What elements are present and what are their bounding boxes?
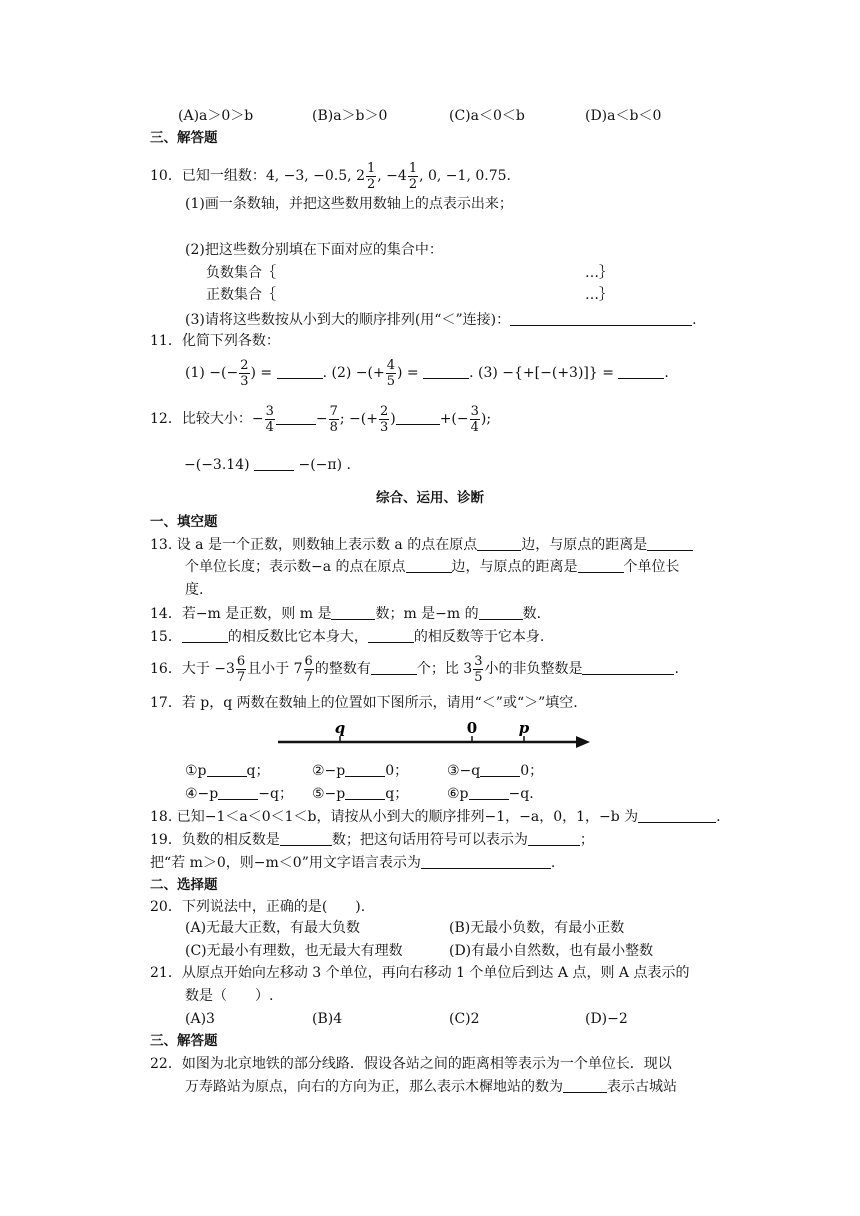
- q19-line1: 19．负数的相反数是 数；把这句话用符号可以表示为 ；: [150, 832, 594, 848]
- answer-blank[interactable]: [277, 364, 323, 379]
- answer-blank[interactable]: [479, 605, 523, 620]
- negative-set-label: 负数集合｛: [206, 265, 276, 281]
- q18: 18. 已知−1＜a＜0＜1＜b，请按从小到大的顺序排列−1，−a，0，1，−b 为 .: [150, 809, 721, 825]
- answer-blank[interactable]: [280, 831, 332, 846]
- fraction: $\frac{7}{8}$: [329, 403, 338, 435]
- negative-set-end: …｝: [585, 265, 613, 281]
- answer-blank[interactable]: [406, 558, 452, 573]
- q20-option-b: (B)无最小负数，有最小正数: [449, 920, 625, 936]
- answer-blank[interactable]: [563, 1078, 607, 1093]
- answer-blank[interactable]: [510, 311, 692, 326]
- q10-text: 已知一组数：4, −3, −0.5, 2: [181, 168, 365, 184]
- answer-blank[interactable]: [423, 364, 469, 379]
- q16: 16．大于 −3 $\frac{6}{7}$ 且小于 7 $\frac{6}{7}$ 的整数有 个；比 3 $\frac{3}{5}$ 小的非负整数是 .: [150, 653, 679, 685]
- q14: 14．若−m 是正数，则 m 是 数；m 是−m 的 数.: [150, 606, 542, 622]
- q21-option-a: (A)3: [185, 1011, 215, 1027]
- answer-blank[interactable]: [368, 628, 414, 643]
- answer-blank[interactable]: [396, 410, 440, 425]
- fraction: $\frac{2}{3}$: [240, 357, 249, 389]
- q10-part1: (1)画一条数轴，并把这些数用数轴上的点表示出来；: [185, 196, 513, 212]
- q21-option-b: (B)4: [312, 1011, 343, 1027]
- section-heading-fill: 一、填空题: [150, 514, 218, 530]
- answer-blank[interactable]: [638, 808, 716, 823]
- q19-line2: 把“若 m＞0，则−m＜0”用文字语言表示为 .: [150, 855, 556, 871]
- answer-blank[interactable]: [182, 628, 228, 643]
- axis-arrow-icon: [576, 736, 590, 748]
- answer-blank[interactable]: [207, 762, 247, 777]
- q9-option-a: (A)a＞0＞b: [178, 108, 254, 124]
- q13-line2: 个单位长度；表示数−a 的点在原点 边，与原点的距离是 个单位长: [185, 559, 680, 575]
- fraction: $\frac{3}{4}$: [470, 403, 479, 435]
- section-title: 综合、运用、诊断: [376, 490, 484, 506]
- q22-line1: 22．如图为北京地铁的部分线路．假设各站之间的距离相等表示为一个单位长．现以: [150, 1056, 672, 1072]
- fraction: $\frac{6}{7}$: [304, 653, 313, 685]
- fraction: $\frac{3}{4}$: [265, 403, 274, 435]
- q9-option-c: (C)a＜0＜b: [449, 108, 525, 124]
- answer-blank[interactable]: [218, 785, 258, 800]
- answer-blank[interactable]: [469, 785, 509, 800]
- q20-option-c: (C)无最小有理数，也无最大有理数: [185, 943, 403, 959]
- q11-expressions: (1) −(− $\frac{2}{3}$ ) = . (2) −(+ $\frac{4}{5}$ ) = . (3) −{+[−(+3)]} = .: [185, 357, 669, 389]
- answer-blank[interactable]: [578, 558, 624, 573]
- answer-blank[interactable]: [582, 660, 674, 675]
- q10-stem: 10．已知一组数：4, −3, −0.5, 2 $\frac{1}{2}$ , −4 $\frac{1}{2}$ , 0, −1, 0.75.: [150, 160, 511, 192]
- q9-option-d: (D)a＜b＜0: [585, 108, 662, 124]
- q12-stem: 12．比较大小：− $\frac{3}{4}$ − $\frac{7}{8}$ ; −(+ $\frac{2}{3}$ ) +(− $\frac{3}{4}$ );: [150, 403, 492, 435]
- q10-part3: (3)请将这些数按从小到大的顺序排列(用“＜”连接)： .: [185, 312, 697, 328]
- question-number: 10．: [150, 168, 182, 184]
- answer-blank[interactable]: [477, 536, 521, 551]
- positive-set-end: …｝: [585, 287, 613, 303]
- q12-line2: −(−3.14) −(−π) .: [184, 457, 351, 473]
- q21-line1: 21．从原点开始向左移动 3 个单位，再向右移动 1 个单位后到达 A 点，则 A 点表示的: [150, 965, 690, 981]
- section-heading-answer-2: 三、解答题: [150, 1033, 218, 1049]
- fraction: $\frac{4}{5}$: [386, 357, 395, 389]
- axis-label-q: q: [334, 719, 346, 737]
- fraction: $\frac{1}{2}$: [408, 160, 418, 192]
- q20-option-a: (A)无最大正数，有最大负数: [185, 920, 361, 936]
- answer-blank[interactable]: [480, 762, 520, 777]
- answer-blank[interactable]: [345, 762, 385, 777]
- fraction: $\frac{6}{7}$: [236, 653, 246, 685]
- q15: 15． 的相反数比它本身大， 的相反数等于它本身.: [150, 629, 545, 645]
- answer-blank[interactable]: [331, 605, 375, 620]
- fraction: $\frac{2}{3}$: [379, 403, 389, 435]
- q17-stem: 17．若 p，q 两数在数轴上的位置如下图所示，请用“＜”或“＞”填空.: [150, 695, 578, 711]
- fraction: $\frac{3}{5}$: [474, 653, 483, 685]
- answer-blank[interactable]: [345, 785, 385, 800]
- q20-stem: 20．下列说法中，正确的是( ).: [150, 899, 366, 915]
- answer-blank[interactable]: [618, 364, 664, 379]
- q10-part2: (2)把这些数分别填在下面对应的集合中：: [185, 242, 443, 258]
- section-heading-answer: 三、解答题: [150, 130, 218, 146]
- answer-blank[interactable]: [528, 831, 580, 846]
- positive-set-label: 正数集合｛: [206, 287, 276, 303]
- worksheet-page: (A)a＞0＞b (B)a＞b＞0 (C)a＜0＜b (D)a＜b＜0 三、解答题 10．已知一组数：4, −3, −0.5, 2 $\frac{1}{2}$ , −4 $\frac{1}{2}$ , 0, −1, 0.75. (1)画一条数轴，并把这些数用数轴上的点表示出来； (2)把这些数分别填在下面对应的集合中： 负数集合｛ …｝ 正数集合｛ …｝ (3)请将这些数按从小到大的顺序排列(用“＜”连接)： . 11．化简下列各数： (1) −(− $\frac{2}{3}$ ) = . (2) −(+ $\frac{4}{5}$ ) = . (3) −{+[−(+3)]} = . 12．比较大小：− $\frac{3}{4}$ − $\frac{7}{8}$ ; −(+ $\frac{2}{3}$ ) +(− $\frac{3}{4}$ ); −(−3.14) −(−π) . 综合、运用、诊断 一、填空题 13. 设 a 是一个正数，则数轴上表示数 a 的点在原点 边，与原点的距离是 个单位长度；表示数−a 的点在原点 边，与原点的距离是 个单位长 度. 14．若−m 是正数，则 m 是 数；m 是−m 的 数. 15． 的相反数比它本身大， 的相反数等于它本身. 16．大于 −3 $\frac{6}{7}$ 且小于 7 $\frac{6}{7}$ 的整数有 个；比 3 $\frac{3}{5}$ 小的非负整数是 . 17．若 p，q 两数在数轴上的位置如下图所示，请用“＜”或“＞”填空. q 0 p ①p q； ②−p 0； ③−q 0； ④−p −q； ⑤−p q； ⑥p −q. 18. 已知−1＜a＜0＜1＜b，请按从小到大的顺序排列−1，−a，0，1，−b 为 . 19．负数的相反数是 数；把这句话用符号可以表示为 ； 把“若 m＞0，则−m＜0”用文字语言表示为 . 二、选择题 20．下列说法中，正确的是( ). (A)无最大正数，有最大负数 (B)无最小负数，有最小正数 (C)无最小有理数，也无最大有理数 (D)有最小自然数，也有最小整数 21．从原点开始向左移动 3 个单位，再向右移动 1 个单位后到达 A 点，则 A 点表示的 数是（ ）. (A)3 (B)4 (C)2 (D)−2 三、解答题 22．如图为北京地铁的部分线路．假设各站之间的距离相等表示为一个单位长．现以 万寿路站为原点，向右的方向为正，那么表示木樨地站的数为 表示古城站: [0, 0, 860, 1216]
- q22-line2: 万寿路站为原点，向右的方向为正，那么表示木樨地站的数为 表示古城站: [185, 1079, 677, 1095]
- q13-line3: 度.: [185, 582, 204, 598]
- axis-label-p: p: [518, 719, 530, 737]
- q20-option-d: (D)有最小自然数，也有最小整数: [449, 943, 654, 959]
- answer-blank[interactable]: [276, 410, 316, 425]
- q21-line2: 数是（ ）.: [185, 988, 274, 1004]
- axis-label-zero: 0: [466, 719, 478, 737]
- q21-option-c: (C)2: [449, 1011, 480, 1027]
- q13-line1: 13. 设 a 是一个正数，则数轴上表示数 a 的点在原点 边，与原点的距离是: [150, 535, 693, 555]
- answer-blank[interactable]: [421, 854, 551, 869]
- q11-stem: 11．化简下列各数：: [150, 333, 280, 349]
- answer-blank[interactable]: [647, 536, 693, 551]
- q9-option-b: (B)a＞b＞0: [312, 108, 388, 124]
- answer-blank[interactable]: [254, 456, 294, 471]
- q21-option-d: (D)−2: [585, 1011, 628, 1027]
- number-line-diagram: [270, 718, 600, 758]
- section-heading-choice: 二、选择题: [150, 877, 218, 893]
- answer-blank[interactable]: [371, 660, 417, 675]
- fraction: $\frac{1}{2}$: [366, 160, 376, 192]
